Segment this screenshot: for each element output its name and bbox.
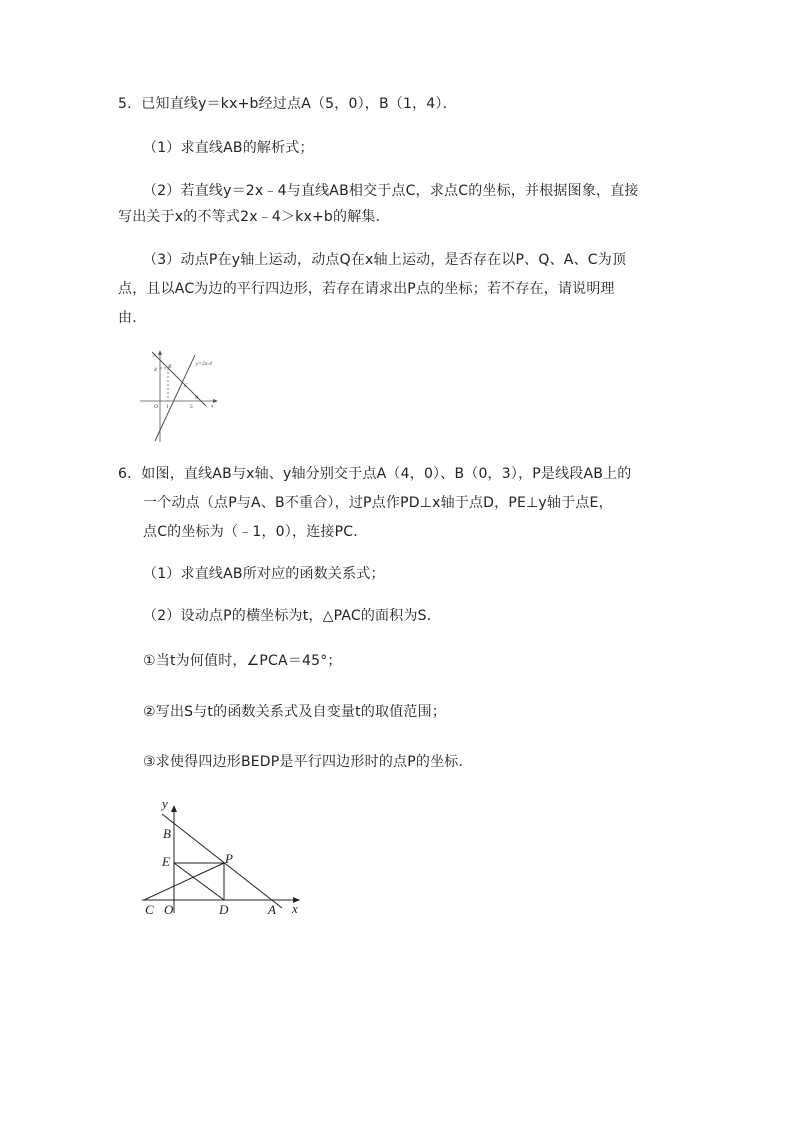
q5-label-4: 4 bbox=[154, 367, 157, 373]
q6-line-ab bbox=[162, 814, 282, 908]
q6-label-d: D bbox=[219, 902, 229, 917]
q5-part2-line1: （2）若直线y＝2x﹣4与直线AB相交于点C，求点C的坐标，并根据图象，直接 bbox=[143, 183, 639, 199]
q6-label-b: B bbox=[163, 826, 171, 841]
q6-part1: （1）求直线AB所对应的函数关系式； bbox=[143, 566, 385, 582]
q5-y-axis-arrow bbox=[158, 350, 162, 355]
q6-segment-ed bbox=[174, 863, 224, 900]
q6-label-o: O bbox=[164, 902, 174, 917]
q5-part3-line3: 由． bbox=[118, 310, 147, 326]
q6-figure bbox=[140, 795, 310, 924]
q6-segment-cp bbox=[144, 863, 224, 900]
q5-label-c: C bbox=[184, 383, 188, 389]
q6-label-c: C bbox=[145, 902, 154, 917]
q5-part2-line2: 写出关于x的不等式2x﹣4＞kx+b的解集． bbox=[118, 209, 390, 225]
q6-label-y: y bbox=[162, 796, 168, 811]
q5-part3-line1: （3）动点P在y轴上运动，动点Q在x轴上运动，是否存在以P、Q、A、C为顶 bbox=[143, 252, 627, 268]
q5-part3-line2: 点，且以AC为边的平行四边形，若存在请求出P点的坐标；若不存在，请说明理 bbox=[118, 281, 615, 297]
q5-label-a: A bbox=[195, 395, 199, 401]
q5-label-y: y bbox=[153, 352, 156, 358]
q6-label-a: A bbox=[268, 902, 276, 917]
q5-stem: 5．已知直线y＝kx+b经过点A（5，0），B（1，4）． bbox=[118, 96, 457, 112]
q5-label-b: B bbox=[168, 364, 172, 370]
q6-label-p: P bbox=[225, 851, 233, 866]
q6-stem-line1: 6．如图，直线AB与x轴、y轴分别交于点A（4，0）、B（0，3），P是线段AB上的 bbox=[118, 466, 632, 482]
q6-sub2: ②写出S与t的函数关系式及自变量t的取值范围； bbox=[143, 704, 447, 720]
q5-label-1: 1 bbox=[166, 404, 169, 410]
q5-label-o: O bbox=[154, 404, 158, 410]
q5-figure bbox=[138, 344, 222, 448]
q5-label-line: y=2x-4 bbox=[196, 361, 212, 367]
q6-label-e: E bbox=[162, 854, 170, 869]
q6-stem-line3: 点C的坐标为（﹣1，0），连接PC． bbox=[143, 524, 368, 540]
q6-coordinate-graph bbox=[140, 795, 310, 920]
q5-label-x: x bbox=[211, 403, 214, 409]
q5-coordinate-graph bbox=[138, 344, 222, 444]
q5-label-5: 5 bbox=[190, 404, 193, 410]
q6-sub1: ①当t为何值时，∠PCA＝45°； bbox=[143, 653, 342, 669]
q5-x-axis-arrow bbox=[213, 399, 218, 403]
q6-part2: （2）设动点P的横坐标为t，△PAC的面积为S． bbox=[143, 608, 441, 624]
q6-y-axis-arrow bbox=[171, 805, 177, 812]
q6-stem-line2: 一个动点（点P与A、B不重合），过P点作PD⊥x轴于点D，PE⊥y轴于点E， bbox=[143, 495, 613, 511]
q6-sub3: ③求使得四边形BEDP是平行四边形时的点P的坐标． bbox=[143, 754, 473, 770]
q6-label-x: x bbox=[292, 901, 298, 916]
q5-part1: （1）求直线AB的解析式； bbox=[143, 140, 314, 156]
